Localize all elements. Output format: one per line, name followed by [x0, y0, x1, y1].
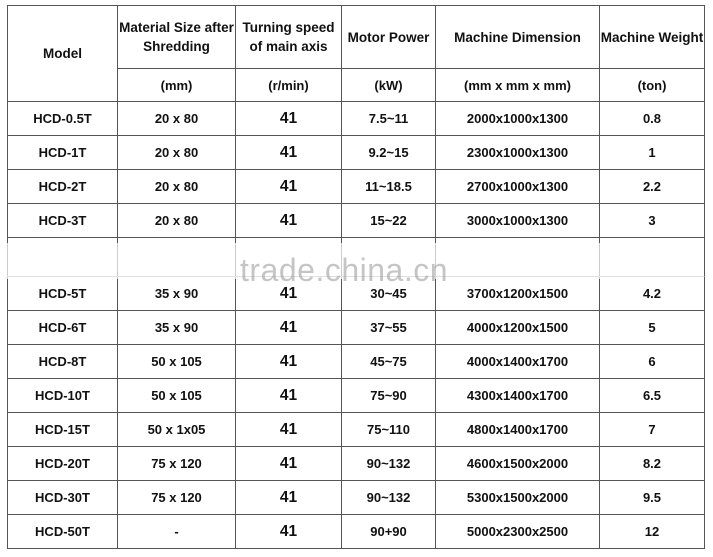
unit-machine-weight: (ton): [600, 69, 705, 102]
cell-machine-weight: 7: [600, 413, 705, 447]
header-machine-weight: Machine Weight: [600, 6, 705, 69]
cell-machine-dimension: 4800x1400x1700: [436, 413, 600, 447]
cell-turning-speed: 41: [236, 170, 342, 204]
unit-motor-power: (kW): [342, 69, 436, 102]
cell-material-size: 35 x 90: [118, 277, 236, 311]
cell-model: HCD-50T: [8, 515, 118, 549]
cell-machine-weight: 6: [600, 345, 705, 379]
cell-motor-power: 75~90: [342, 379, 436, 413]
table-row: [8, 345, 705, 379]
cell-material-size: 75 x 120: [118, 481, 236, 515]
table-row: [8, 204, 705, 238]
cell-motor-power: 9.2~15: [342, 136, 436, 170]
cell-machine-weight: 12: [600, 515, 705, 549]
cell-material-size: 20 x 80: [118, 204, 236, 238]
cell-motor-power: 75~110: [342, 413, 436, 447]
cell-material-size: -: [118, 515, 236, 549]
cell-machine-weight: 5: [600, 311, 705, 345]
cell-motor-power: 90+90: [342, 515, 436, 549]
table-row: [8, 481, 705, 515]
cell-machine-weight: 3: [600, 204, 705, 238]
cell-turning-speed: 41: [236, 311, 342, 345]
cell-motor-power: 37~55: [342, 311, 436, 345]
cell-material-size: 50 x 105: [118, 379, 236, 413]
table-body: [8, 102, 705, 549]
cell-machine-weight: 4.2: [600, 277, 705, 311]
cell-machine-dimension: 4600x1500x2000: [436, 447, 600, 481]
table-row: [8, 379, 705, 413]
cell-machine-dimension: 3700x1200x1500: [436, 277, 600, 311]
cell-turning-speed: 41: [236, 277, 342, 311]
cell-turning-speed: 41: [236, 447, 342, 481]
cell-turning-speed: 41: [236, 204, 342, 238]
table-row: [8, 311, 705, 345]
unit-turning-speed: (r/min): [236, 69, 342, 102]
cell-motor-power: 90~132: [342, 481, 436, 515]
cell-material-size: 50 x 105: [118, 345, 236, 379]
cell-model: HCD-10T: [8, 379, 118, 413]
cell-machine-dimension: 3000x1000x1300: [436, 204, 600, 238]
header-material-size: Material Size after Shredding: [118, 6, 236, 69]
cell-machine-weight: 8.2: [600, 447, 705, 481]
cell-material-size: 20 x 80: [118, 102, 236, 136]
table-row: [8, 515, 705, 549]
cell-material-size: 35 x 90: [118, 311, 236, 345]
header-machine-dimension: Machine Dimension: [436, 6, 600, 69]
cell-turning-speed: 41: [236, 515, 342, 549]
cell-turning-speed: 41: [236, 481, 342, 515]
cell-machine-weight: 2.2: [600, 170, 705, 204]
cell-machine-weight: 0.8: [600, 102, 705, 136]
cell-machine-dimension: 5000x2300x2500: [436, 515, 600, 549]
cell-motor-power: 11~18.5: [342, 170, 436, 204]
unit-material-size: (mm): [118, 69, 236, 102]
header-turning-speed: Turning speed of main axis: [236, 6, 342, 69]
cell-material-size: 75 x 120: [118, 447, 236, 481]
cell-model: HCD-8T: [8, 345, 118, 379]
cell-material-size: 50 x 1x05: [118, 413, 236, 447]
cell-model: HCD-30T: [8, 481, 118, 515]
header-motor-power: Motor Power: [342, 6, 436, 69]
cell-machine-dimension: 2000x1000x1300: [436, 102, 600, 136]
cell-motor-power: 90~132: [342, 447, 436, 481]
cell-machine-weight: 9.5: [600, 481, 705, 515]
cell-machine-dimension: 2300x1000x1300: [436, 136, 600, 170]
cell-motor-power: 45~75: [342, 345, 436, 379]
cell-motor-power: 30~45: [342, 277, 436, 311]
cell-turning-speed: 41: [236, 345, 342, 379]
header-row: [8, 6, 705, 69]
cell-material-size: 20 x 80: [118, 136, 236, 170]
cell-motor-power: 7.5~11: [342, 102, 436, 136]
table-row: [8, 136, 705, 170]
cell-model: HCD-20T: [8, 447, 118, 481]
cell-machine-dimension: 5300x1500x2000: [436, 481, 600, 515]
watermark: trade.china.cn: [240, 252, 449, 288]
cell-turning-speed: 41: [236, 379, 342, 413]
cell-machine-dimension: 4000x1200x1500: [436, 311, 600, 345]
cell-model: HCD-15T: [8, 413, 118, 447]
table-row: [8, 413, 705, 447]
cell-model: HCD-0.5T: [8, 102, 118, 136]
table-row: [8, 170, 705, 204]
cell-machine-weight: 6.5: [600, 379, 705, 413]
cell-model: HCD-6T: [8, 311, 118, 345]
cell-machine-dimension: 4300x1400x1700: [436, 379, 600, 413]
cell-turning-speed: 41: [236, 413, 342, 447]
cell-model: HCD-1T: [8, 136, 118, 170]
unit-machine-dimension: (mm x mm x mm): [436, 69, 600, 102]
cell-turning-speed: 41: [236, 102, 342, 136]
cell-material-size: 20 x 80: [118, 170, 236, 204]
cell-turning-speed: 41: [236, 136, 342, 170]
cell-machine-weight: 1: [600, 136, 705, 170]
cell-machine-dimension: 2700x1000x1300: [436, 170, 600, 204]
cell-machine-dimension: 4000x1400x1700: [436, 345, 600, 379]
cell-model: HCD-5T: [8, 277, 118, 311]
table-row: [8, 447, 705, 481]
header-model: Model: [8, 6, 118, 102]
cell-model: HCD-3T: [8, 204, 118, 238]
table-row: [8, 102, 705, 136]
cell-motor-power: 15~22: [342, 204, 436, 238]
cell-model: HCD-2T: [8, 170, 118, 204]
